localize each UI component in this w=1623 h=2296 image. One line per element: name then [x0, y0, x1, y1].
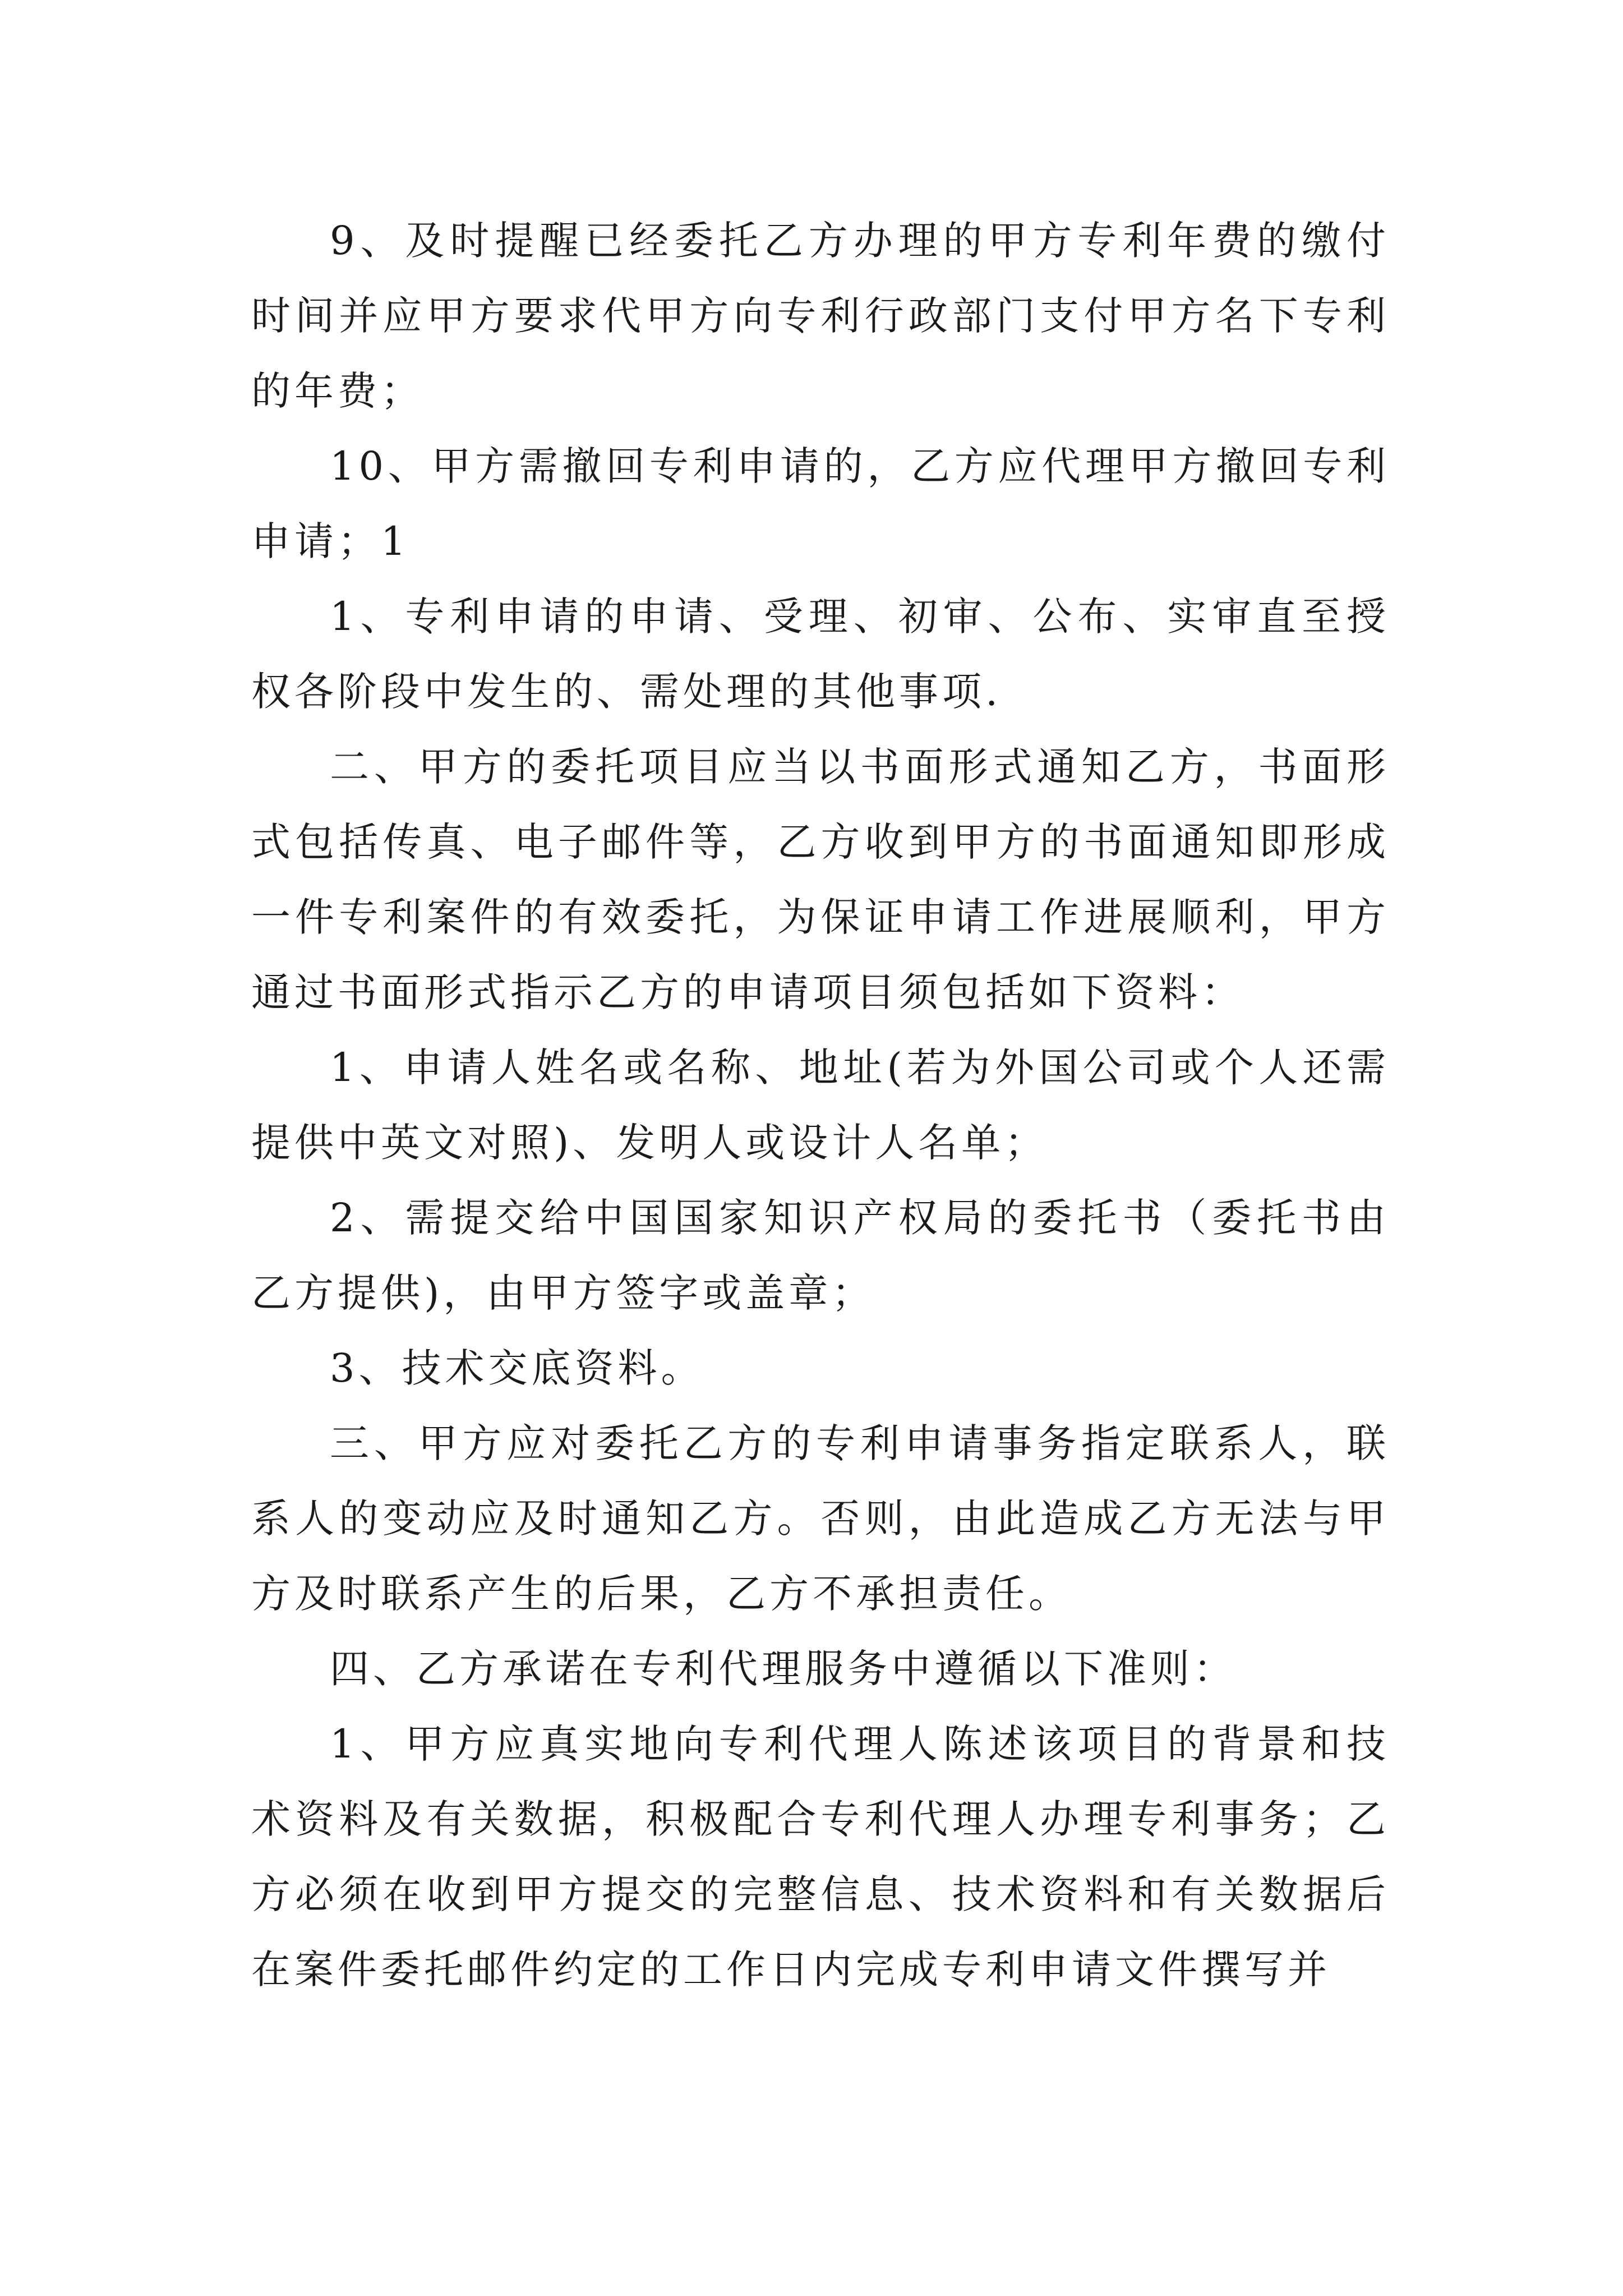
paragraph-other-matters: 1、专利申请的申请、受理、初审、公布、实审直至授权各阶段中发生的、需处理的其他事项. — [251, 593, 1390, 715]
document-body — [251, 203, 1390, 2007]
paragraph-section-four: 四、乙方承诺在专利代理服务中遵循以下准则： — [330, 1646, 1237, 1692]
paragraph-annual-fee-reminder: 9、及时提醒已经委托乙方办理的甲方专利年费的缴付时间并应甲方要求代甲方向专利行政部门支付甲方名下专利的年费； — [251, 218, 1390, 414]
paragraph-withdraw-application: 10、甲方需撤回专利申请的，乙方应代理甲方撤回专利申请；1 — [251, 443, 1390, 564]
paragraph-section-two: 二、甲方的委托项目应当以书面形式通知乙方，书面形式包括传真、电子邮件等，乙方收到甲方的书面通知即形成一件专利案件的有效委托，为保证申请工作进展顺利，甲方通过书面形式指示乙方的申请项目须包括如下资料： — [251, 744, 1390, 1015]
paragraph-technical-disclosure: 3、技术交底资料。 — [330, 1345, 704, 1391]
paragraph-section-three: 三、甲方应对委托乙方的专利申请事务指定联系人，联系人的变动应及时通知乙方。否则，由此造成乙方无法与甲方及时联系产生的后果，乙方不承担责任。 — [251, 1420, 1390, 1617]
paragraph-power-of-attorney: 2、需提交给中国国家知识产权局的委托书（委托书由乙方提供)，由甲方签字或盖章； — [251, 1195, 1390, 1316]
paragraph-applicant-info: 1、申请人姓名或名称、地址(若为外国公司或个人还需提供中英文对照)、发明人或设计人名单； — [251, 1045, 1390, 1166]
paragraph-truthful-disclosure: 1、甲方应真实地向专利代理人陈述该项目的背景和技术资料及有关数据，积极配合专利代理人办理专利事务；乙方必须在收到甲方提交的完整信息、技术资料和有关数据后在案件委托邮件约定的工作日内完成专利申请文件撰写并 — [251, 1721, 1390, 1993]
